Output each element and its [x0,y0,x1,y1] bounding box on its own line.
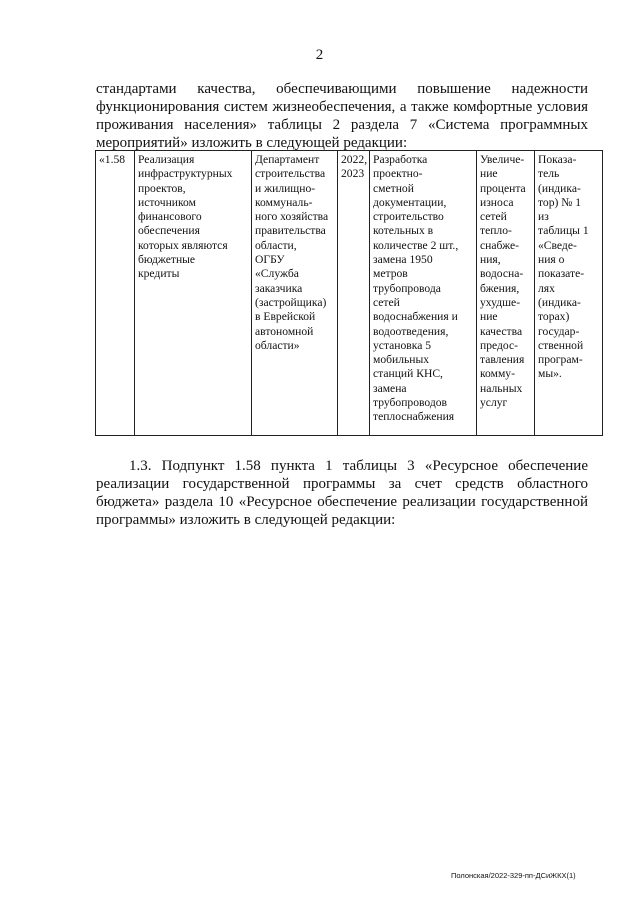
cell-text-line: (индика- [538,295,581,309]
measures-table [95,150,603,436]
cell-text-line: ственной [538,338,584,352]
cell-text-line: ние [480,167,498,181]
cell-text-line: области, [255,238,297,252]
cell-text-line: коммуналь- [255,195,313,209]
cell-text-line: качества [480,324,523,338]
cell-text-line: сметной [373,181,414,195]
document-footer-code: Полонская/2022-329-пп-ДСиЖКХ(1) [451,871,576,880]
cell-text-line: лях [538,281,555,295]
text-line: бюджета» раздела 10 «Ресурсное обеспечение реализации государственной [96,494,588,510]
text-line: реализации государственной программы за счет средств областного [96,476,588,492]
cell-text-line: Реализация [138,153,195,166]
cell-text-line: водоснабжения и [373,310,458,324]
cell-text-line: ухудше- [480,295,521,309]
cell-text-line: трубопроводов [373,396,448,410]
text-line: проживания населения» таблицы 2 раздела 7 «Система программных [96,117,588,133]
cell-text-line: мобильных [373,353,430,367]
cell-text-line: водоотведения, [373,324,449,338]
cell-text-line: проектов, [138,181,186,195]
text-line: мероприятий» изложить в следующей редакции: [96,135,408,151]
cell-text-line: Разработка [373,153,428,166]
cell-text-line: Департамент [255,153,320,166]
cell-years [338,151,370,436]
paragraph-intro [96,80,588,152]
cell-text-line: 2022, [341,153,368,166]
cell-text-line: водосна- [480,267,524,281]
cell-text-line: которых являются [138,238,228,252]
cell-text-line: (застройщика) [255,295,327,309]
cell-text-line: установка 5 [373,338,432,352]
cell-text-line: ние [480,310,498,324]
cell-text-line: услуг [480,396,508,410]
cell-text-line: показате- [538,267,585,281]
cell-executor [252,151,338,436]
cell-text-line: ного хозяйства [255,210,329,224]
cell-text-line: строительства [255,167,326,181]
cell-text-line: мы». [538,367,562,381]
cell-text-line: бжения, [480,281,520,295]
cell-text-line: нальных [480,381,523,395]
cell-text-line: строительство [373,210,444,224]
cell-text-line: финансового [138,210,202,224]
cell-text-line: и жилищно- [255,181,316,195]
cell-text-line: котельных в [373,224,434,238]
cell-text-line: тавления [480,353,525,367]
text-line: программы» изложить в следующей редакции: [96,512,396,528]
cell-text-line: комму- [480,367,515,381]
cell-text-line: износа [480,195,514,209]
cell-text-line: государ- [538,324,580,338]
cell-measure-name [135,151,252,436]
cell-content [370,151,477,436]
cell-text-line: Показа- [538,153,577,166]
cell-text-line: «Служба [255,267,299,281]
table-row [96,151,603,436]
cell-text-line: снабже- [480,238,519,252]
cell-text-line: торах) [538,310,570,324]
cell-text-line: замена [373,381,407,395]
cell-text-line: таблицы 1 [538,224,589,238]
cell-text-line: кредиты [138,267,180,281]
cell-text-line: тель [538,167,560,181]
cell-text-line: теплоснабжения [373,410,455,424]
cell-text-line: инфраструктурных [138,167,233,181]
text-line: 1.3. Подпункт 1.58 пункта 1 таблицы 3 «Ресурсное обеспечение [129,458,588,474]
cell-text-line: проектно- [373,167,423,181]
cell-text-line: Увеличе- [480,153,525,166]
cell-text-line: автономной [255,324,314,338]
text-line: стандартами качества, обеспечивающими повышение надежности [96,81,588,97]
cell-text-line: 2023 [341,167,365,181]
cell-number [96,151,135,436]
cell-text-line: ОГБУ [255,253,285,267]
cell-text-line: ния о [538,253,565,267]
cell-text-line: из [538,210,549,224]
cell-text-line: в Еврейской [255,310,316,324]
cell-text-line: програм- [538,353,583,367]
cell-text-line: заказчика [255,281,303,295]
cell-text-line: предос- [480,338,518,352]
cell-text-line: (индика- [538,181,581,195]
cell-text-line: «1.58 [99,153,126,166]
cell-text-line: станций КНС, [373,367,443,381]
cell-text-line: замена 1950 [373,253,433,267]
page-number: 2 [315,47,324,63]
cell-text-line: трубопровода [373,281,441,295]
text-line: функционирования систем жизнеобеспечения, а также комфортные условия [96,99,588,115]
cell-text-line: процента [480,181,526,195]
cell-text-line: сетей [480,210,507,224]
cell-text-line: бюджетные [138,253,196,267]
cell-text-line: ния, [480,253,501,267]
cell-text-line: обеспечения [138,224,200,238]
cell-text-line: метров [373,267,408,281]
cell-text-line: источником [138,195,196,209]
cell-text-line: «Сведе- [538,238,577,252]
cell-indicator [535,151,603,436]
cell-text-line: сетей [373,295,400,309]
cell-text-line: области» [255,338,300,352]
cell-text-line: документации, [373,195,447,209]
cell-text-line: тор) № 1 [538,195,582,209]
cell-text-line: тепло- [480,224,512,238]
paragraph-subsection [96,457,588,529]
cell-expected-result [477,151,535,436]
cell-text-line: количестве 2 шт., [373,238,459,252]
cell-text-line: правительства [255,224,326,238]
